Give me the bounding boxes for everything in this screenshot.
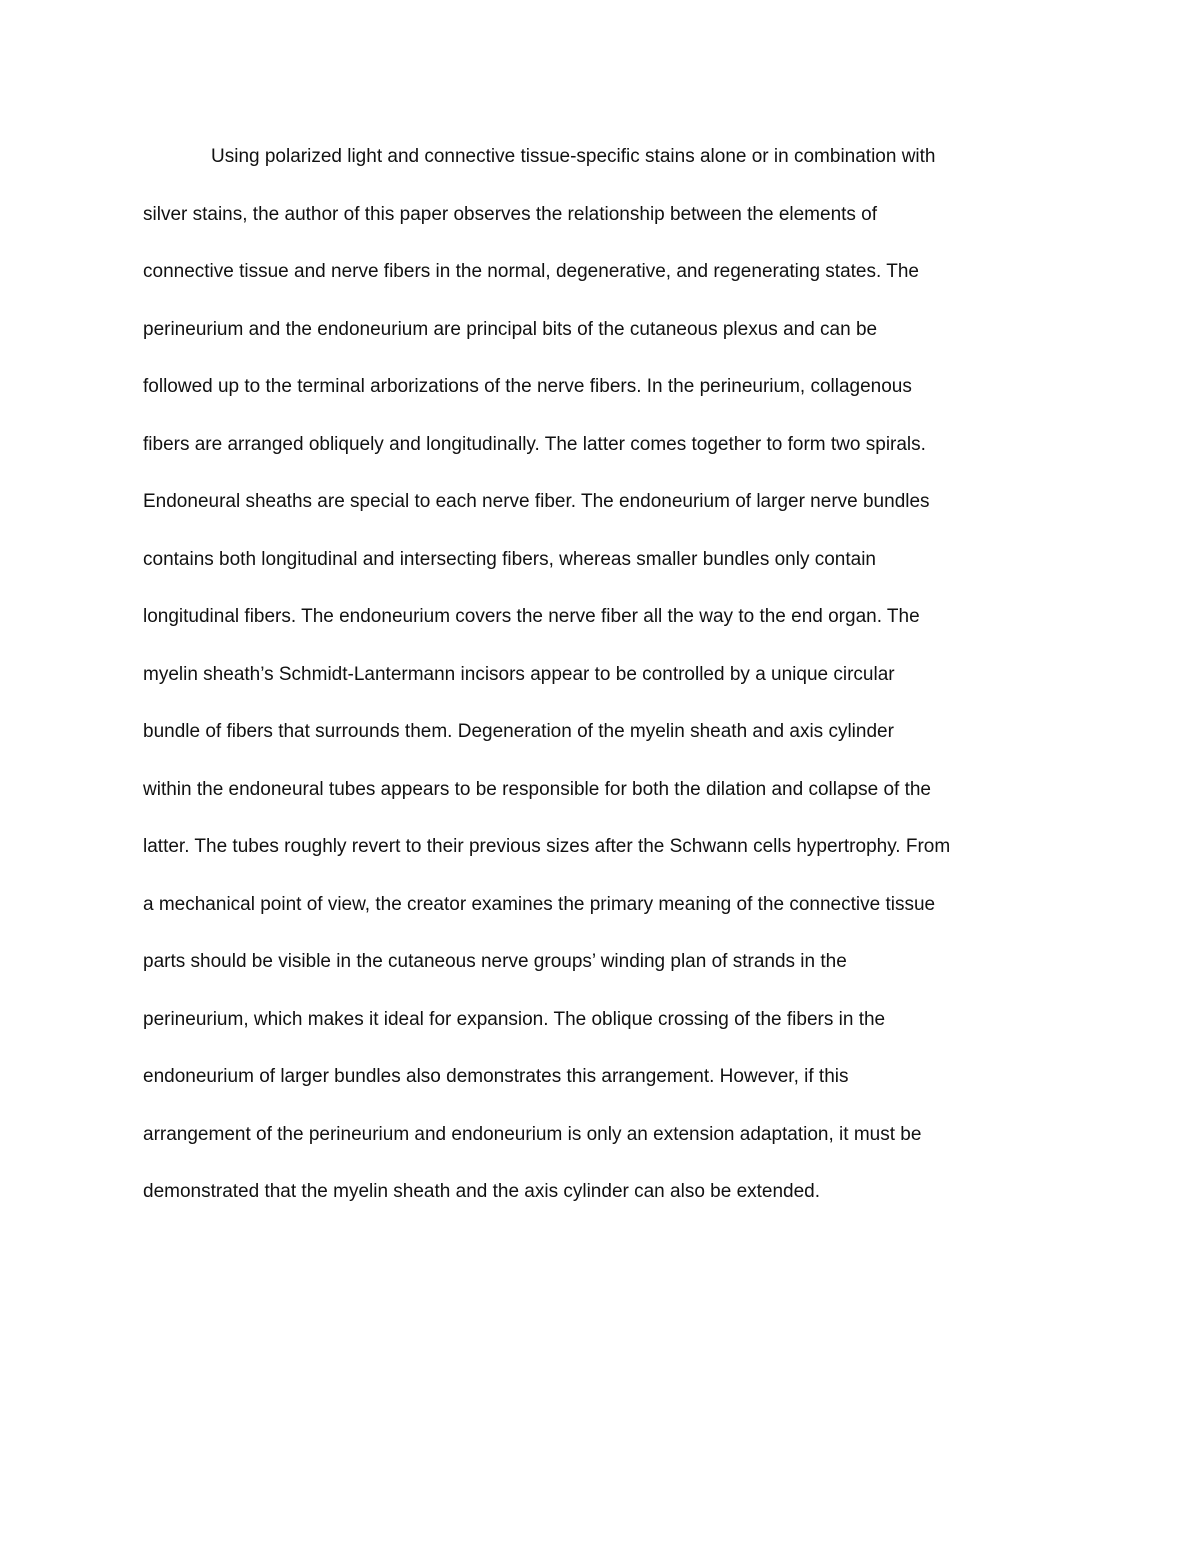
paragraph-line: followed up to the terminal arborizations of the nerve fibers. In the perineurium, collagenous [143, 376, 912, 397]
paragraph-line: a mechanical point of view, the creator examines the primary meaning of the connective tissue [143, 893, 936, 915]
paragraph-line: arrangement of the perineurium and endoneurium is only an extension adaptation, it must be [143, 1123, 922, 1145]
paragraph-line: silver stains, the author of this paper observes the relationship between the elements of [143, 203, 878, 225]
paragraph-line: longitudinal fibers. The endoneurium covers the nerve fiber all the way to the end organ. The [143, 606, 920, 627]
body-paragraph [143, 128, 1068, 1221]
paragraph-line: endoneurium of larger bundles also demonstrates this arrangement. However, if this [143, 1066, 849, 1087]
paragraph-line: demonstrated that the myelin sheath and the axis cylinder can also be extended. [143, 1181, 821, 1202]
paragraph-line: Endoneural sheaths are special to each nerve fiber. The endoneurium of larger nerve bundles [143, 491, 930, 512]
paragraph-line: perineurium and the endoneurium are principal bits of the cutaneous plexus and can be [143, 318, 878, 340]
paragraph-line: fibers are arranged obliquely and longitudinally. The latter comes together to form two spirals. [143, 433, 926, 455]
paragraph-line: perineurium, which makes it ideal for expansion. The oblique crossing of the fibers in the [143, 1008, 886, 1030]
paragraph-line: bundle of fibers that surrounds them. Degeneration of the myelin sheath and axis cylinder [143, 721, 894, 742]
paragraph-line: connective tissue and nerve fibers in the normal, degenerative, and regenerating states. The [143, 261, 919, 282]
paragraph-line: Using polarized light and connective tissue-specific stains alone or in combination with [211, 146, 936, 167]
paragraph-line: latter. The tubes roughly revert to their previous sizes after the Schwann cells hypertrophy. From [143, 836, 951, 857]
paragraph-line: myelin sheath’s Schmidt-Lantermann incisors appear to be controlled by a unique circular [143, 663, 895, 685]
paragraph-line: within the endoneural tubes appears to be responsible for both the dilation and collapse of the [143, 778, 931, 800]
paragraph-line: contains both longitudinal and intersecting fibers, whereas smaller bundles only contain [143, 548, 876, 570]
paragraph-line: parts should be visible in the cutaneous nerve groups’ winding plan of strands in the [143, 951, 847, 972]
